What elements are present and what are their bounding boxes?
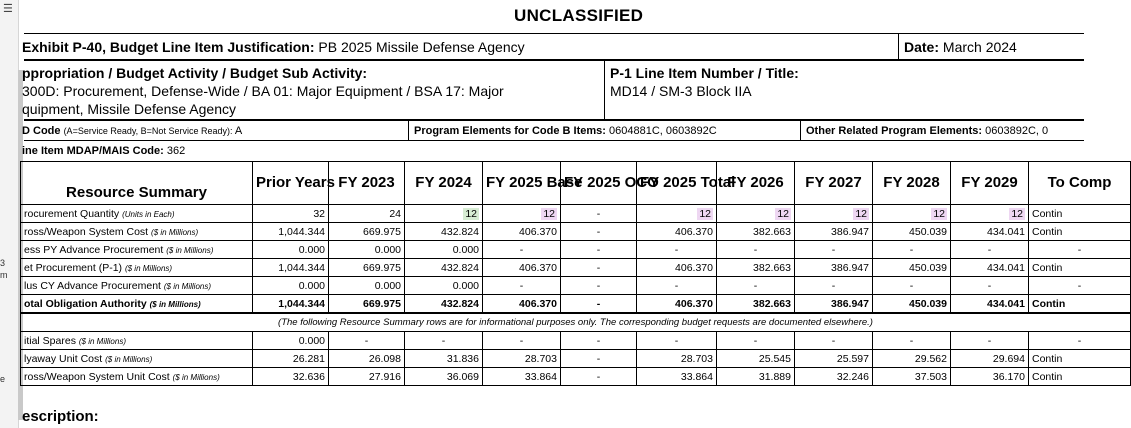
cell-value: - (1077, 243, 1082, 256)
cell-value: 25.597 (836, 352, 869, 365)
cell-value: 434.041 (987, 261, 1025, 274)
table-cell (873, 241, 951, 259)
p1-label: P-1 Line Item Number / Title: (610, 65, 799, 81)
row-label (21, 368, 253, 386)
table-cell (1029, 241, 1131, 259)
column-header: FY 2025 Base (483, 162, 561, 205)
cell-value: 33.864 (680, 370, 713, 383)
table-cell (637, 295, 717, 314)
row-label (21, 223, 253, 241)
table-cell (717, 205, 795, 223)
table-cell (795, 277, 873, 295)
cell-value: 0.000 (452, 279, 479, 292)
column-header: To Comp (1029, 162, 1131, 205)
sidebar-fragment: m (0, 270, 8, 280)
table-cell (873, 205, 951, 223)
table-cell (951, 241, 1029, 259)
cell-value: Contin (1032, 261, 1063, 274)
table-cell (873, 223, 951, 241)
codes-row (24, 120, 1084, 141)
cell-value: - (987, 334, 992, 347)
row-label-text: itial Spares (24, 334, 76, 347)
cell-value: 432.824 (441, 261, 479, 274)
table-cell (873, 332, 951, 350)
column-header: FY 2024 (405, 162, 483, 205)
table-cell (795, 223, 873, 241)
table-cell (1029, 259, 1131, 277)
cell-value: 0.000 (374, 243, 401, 256)
cell-value: - (596, 207, 601, 220)
cell-value: 31.889 (758, 370, 791, 383)
cell-value: 0.000 (374, 279, 401, 292)
table-cell (483, 223, 561, 241)
table-cell (1029, 332, 1131, 350)
table-cell (483, 241, 561, 259)
cell-value: 26.281 (292, 352, 325, 365)
row-label-text: ross/Weapon System Unit Cost (24, 370, 170, 383)
cell-value: Contin (1032, 225, 1063, 238)
cell-value: 382.663 (753, 261, 791, 274)
table-cell (637, 368, 717, 386)
row-label-text: et Procurement (P-1) (24, 261, 123, 274)
table-cell (329, 368, 405, 386)
cell-value: 32.636 (292, 370, 325, 383)
cell-value: 25.545 (758, 352, 791, 365)
table-cell (253, 223, 329, 241)
cell-value: 669.975 (363, 297, 401, 310)
cell-value: 406.370 (519, 261, 557, 274)
cell-value: 29.562 (914, 352, 947, 365)
table-row (21, 241, 1131, 259)
cell-value: 0.000 (298, 243, 325, 256)
p1-value: MD14 / SM-3 Block IIA (610, 83, 752, 99)
table-cell (637, 332, 717, 350)
table-cell (951, 368, 1029, 386)
cell-value: 450.039 (909, 261, 947, 274)
table-cell (951, 295, 1029, 314)
table-cell (405, 241, 483, 259)
table-cell (717, 223, 795, 241)
table-row (21, 277, 1131, 295)
cell-value: - (519, 243, 524, 256)
table-cell (637, 277, 717, 295)
table-cell (329, 259, 405, 277)
cell-value: 12 (855, 207, 867, 220)
pe-label: Program Elements for Code B Items: (414, 125, 606, 137)
cell-value: 36.170 (992, 370, 1025, 383)
table-cell (717, 241, 795, 259)
table-cell (329, 223, 405, 241)
cell-value: 24 (389, 207, 401, 220)
menu-icon[interactable]: ☰ (3, 3, 13, 15)
table-cell (405, 368, 483, 386)
table-cell (795, 332, 873, 350)
table-cell (561, 332, 637, 350)
row-label-text: rocurement Quantity (24, 207, 120, 220)
id-code-note: (A=Service Ready, B=Not Service Ready): (63, 126, 233, 136)
table-cell (873, 277, 951, 295)
table-cell (873, 259, 951, 277)
cell-value: - (674, 243, 679, 256)
table-cell (253, 259, 329, 277)
table-cell (561, 223, 637, 241)
table-cell (951, 205, 1029, 223)
other-pe-value: 0603892C, 0 (985, 125, 1049, 137)
table-cell (483, 277, 561, 295)
pe-value: 0604881C, 0603892C (609, 125, 717, 137)
table-cell (561, 368, 637, 386)
table-cell (483, 259, 561, 277)
cell-value: 406.370 (519, 297, 557, 310)
table-cell (253, 368, 329, 386)
row-unit: ($ in Millions) (124, 263, 173, 273)
cell-value: 432.824 (441, 297, 479, 310)
table-cell (1029, 223, 1131, 241)
row-label (21, 259, 253, 277)
table-cell (951, 259, 1029, 277)
cell-value: - (596, 279, 601, 292)
table-cell (951, 332, 1029, 350)
table-cell (561, 241, 637, 259)
column-header: FY 2027 (795, 162, 873, 205)
cell-value: 12 (699, 207, 711, 220)
cell-value: 0.000 (452, 243, 479, 256)
table-cell (873, 295, 951, 314)
cell-value: 434.041 (987, 297, 1025, 310)
table-cell (483, 368, 561, 386)
cell-value: 1,044.344 (278, 261, 325, 274)
exhibit-value: PB 2025 Missile Defense Agency (318, 39, 525, 55)
exhibit-row (24, 33, 1084, 60)
cell-value: Contin (1032, 297, 1066, 310)
cell-value: 406.370 (675, 261, 713, 274)
cell-value: 450.039 (909, 225, 947, 238)
row-label (21, 350, 253, 368)
date-value: March 2024 (942, 39, 1017, 55)
cell-value: - (831, 243, 836, 256)
cell-value: 32 (313, 207, 325, 220)
cell-value: - (364, 334, 369, 347)
table-cell (795, 295, 873, 314)
cell-value: - (596, 370, 601, 383)
table-header-row (21, 162, 1131, 205)
row-unit: ($ in Millions) (166, 245, 214, 255)
table-cell (405, 205, 483, 223)
column-header: FY 2026 (717, 162, 795, 205)
cell-value: 382.663 (753, 225, 791, 238)
cell-value: - (596, 297, 601, 310)
cell-value: - (441, 334, 446, 347)
table-cell (1029, 295, 1131, 314)
table-cell (329, 205, 405, 223)
table-cell (483, 350, 561, 368)
cell-value: - (753, 279, 758, 292)
cell-value: - (596, 261, 601, 274)
date-label: Date: (904, 39, 940, 55)
table-cell (253, 277, 329, 295)
table-cell (637, 205, 717, 223)
table-cell (637, 223, 717, 241)
row-unit: ($ in Millions) (78, 336, 126, 346)
cell-value: - (596, 334, 601, 347)
table-cell (253, 295, 329, 314)
column-header: FY 2029 (951, 162, 1029, 205)
column-header: FY 2025 Total (637, 162, 717, 205)
column-header: FY 2028 (873, 162, 951, 205)
cell-value: 26.098 (368, 352, 401, 365)
column-header: Resource Summary (21, 162, 253, 205)
mdap-value: 362 (166, 145, 186, 157)
row-unit: ($ in Millions) (172, 372, 220, 382)
table-cell (1029, 368, 1131, 386)
table-cell (329, 295, 405, 314)
cell-value: 669.975 (363, 261, 401, 274)
cell-value: 434.041 (987, 225, 1025, 238)
table-cell (405, 277, 483, 295)
table-cell (951, 277, 1029, 295)
table-cell (873, 368, 951, 386)
row-label (21, 295, 253, 314)
cell-value: 28.703 (680, 352, 713, 365)
cell-value: - (1077, 279, 1082, 292)
row-label-text: otal Obligation Authority (24, 297, 147, 310)
table-cell (795, 259, 873, 277)
cell-value: 29.694 (992, 352, 1025, 365)
table-cell (795, 205, 873, 223)
table-cell (637, 259, 717, 277)
table-row (21, 332, 1131, 350)
table-cell (483, 332, 561, 350)
table-cell (1029, 205, 1131, 223)
sidebar-fragment: 3 (0, 258, 6, 268)
table-row (21, 295, 1131, 314)
cell-value: 32.246 (836, 370, 869, 383)
cell-value: Contin (1032, 352, 1063, 365)
table-cell (951, 223, 1029, 241)
appropriation-label: ppropriation / Budget Activity / Budget Sub Activity: (22, 65, 368, 81)
cell-value: 450.039 (909, 297, 947, 310)
table-cell (1029, 277, 1131, 295)
table-row (21, 223, 1131, 241)
cell-value: - (674, 334, 679, 347)
table-cell (253, 350, 329, 368)
description-heading: escription: (22, 408, 99, 425)
cell-value: - (674, 279, 679, 292)
table-cell (253, 332, 329, 350)
resource-summary-table (20, 161, 1131, 386)
left-sidebar (0, 0, 19, 428)
cell-value: - (1077, 334, 1082, 347)
column-header: Prior Years (253, 162, 329, 205)
appropriation-line1: 300D: Procurement, Defense-Wide / BA 01: Major Equipment / BSA 17: Major (22, 83, 504, 99)
cell-value: - (909, 243, 914, 256)
info-note: (The following Resource Summary rows are for informational purposes only. The corresponding budget requests are documented elsewhere.) (21, 313, 1131, 332)
cell-value: 406.370 (675, 297, 713, 310)
document-page (22, 0, 1112, 428)
cell-value: 669.975 (363, 225, 401, 238)
row-label-text: lyaway Unit Cost (24, 352, 103, 365)
table-cell (253, 241, 329, 259)
cell-value: 386.947 (831, 225, 869, 238)
sidebar-fragment: e (0, 374, 6, 384)
table-cell (561, 205, 637, 223)
cell-value: 382.663 (753, 297, 791, 310)
cell-value: 386.947 (831, 261, 869, 274)
table-cell (637, 350, 717, 368)
cell-value: - (519, 334, 524, 347)
table-cell (561, 295, 637, 314)
cell-value: - (596, 352, 601, 365)
row-label-text: ess PY Advance Procurement (24, 243, 164, 256)
note-row (21, 313, 1131, 332)
table-cell (795, 368, 873, 386)
cell-value: - (831, 334, 836, 347)
table-cell (717, 259, 795, 277)
table-cell (717, 295, 795, 314)
row-unit: ($ in Millions) (105, 354, 153, 364)
table-cell (561, 277, 637, 295)
row-label-text: lus CY Advance Procurement (24, 279, 161, 292)
cell-value: - (831, 279, 836, 292)
table-cell (329, 332, 405, 350)
table-cell (1029, 350, 1131, 368)
appropriation-line2: quipment, Missile Defense Agency (22, 101, 236, 117)
table-cell (795, 241, 873, 259)
table-cell (329, 350, 405, 368)
table-cell (951, 350, 1029, 368)
exhibit-label: Exhibit P-40, Budget Line Item Justification: (22, 39, 315, 55)
mdap-label: ine Item MDAP/MAIS Code: (22, 145, 164, 157)
other-pe-label: Other Related Program Elements: (806, 125, 983, 137)
cell-value: 12 (777, 207, 789, 220)
cell-value: - (987, 279, 992, 292)
cell-value: - (519, 279, 524, 292)
table-row (21, 368, 1131, 386)
cell-value: 0.000 (298, 334, 325, 347)
cell-value: 432.824 (441, 225, 479, 238)
cell-value: 1,044.344 (278, 297, 325, 310)
row-label (21, 241, 253, 259)
cell-value: 406.370 (519, 225, 557, 238)
table-cell (561, 350, 637, 368)
id-code-value: A (234, 125, 243, 137)
classification-title: UNCLASSIFIED (514, 6, 644, 25)
row-label (21, 332, 253, 350)
cell-value: 12 (933, 207, 945, 220)
table-row (21, 350, 1131, 368)
row-unit: ($ in Millions) (151, 227, 199, 237)
cell-value: 33.864 (524, 370, 557, 383)
table-cell (405, 295, 483, 314)
table-cell (329, 241, 405, 259)
cell-value: - (987, 243, 992, 256)
cell-value: - (596, 225, 601, 238)
cell-value: 27.916 (368, 370, 401, 383)
table-cell (717, 332, 795, 350)
cell-value: - (753, 334, 758, 347)
table-row (21, 205, 1131, 223)
table-cell (717, 350, 795, 368)
table-row (21, 259, 1131, 277)
row-label-text: ross/Weapon System Cost (24, 225, 149, 238)
cell-value: 31.836 (446, 352, 479, 365)
cell-value: - (909, 334, 914, 347)
cell-value: 28.703 (524, 352, 557, 365)
table-cell (405, 223, 483, 241)
table-cell (795, 350, 873, 368)
cell-value: - (753, 243, 758, 256)
cell-value: 12 (1011, 207, 1023, 220)
cell-value: 0.000 (298, 279, 325, 292)
column-header: FY 2023 (329, 162, 405, 205)
cell-value: 1,044.344 (278, 225, 325, 238)
table-cell (483, 205, 561, 223)
table-cell (637, 241, 717, 259)
table-cell (483, 295, 561, 314)
cell-value: 12 (465, 207, 477, 220)
cell-value: Contin (1032, 207, 1063, 220)
table-cell (405, 259, 483, 277)
cell-value: - (596, 243, 601, 256)
cell-value: Contin (1032, 370, 1063, 383)
cell-value: - (909, 279, 914, 292)
cell-value: 12 (543, 207, 555, 220)
id-code-label: D Code (22, 125, 61, 137)
table-cell (329, 277, 405, 295)
cell-value: 37.503 (914, 370, 947, 383)
cell-value: 406.370 (675, 225, 713, 238)
appropriation-row (24, 60, 1084, 120)
table-cell (717, 368, 795, 386)
table-cell (561, 259, 637, 277)
table-cell (717, 277, 795, 295)
row-label (21, 205, 253, 223)
cell-value: 36.069 (446, 370, 479, 383)
row-label (21, 277, 253, 295)
row-unit: (Units in Each) (122, 209, 175, 219)
mdap-row (24, 141, 1084, 161)
table-cell (873, 350, 951, 368)
row-unit: ($ in Millions) (149, 299, 201, 309)
column-header: FY 2025 OCO (561, 162, 637, 205)
cell-value: 386.947 (831, 297, 869, 310)
table-cell (253, 205, 329, 223)
table-cell (405, 332, 483, 350)
row-unit: ($ in Millions) (163, 281, 212, 291)
table-cell (405, 350, 483, 368)
